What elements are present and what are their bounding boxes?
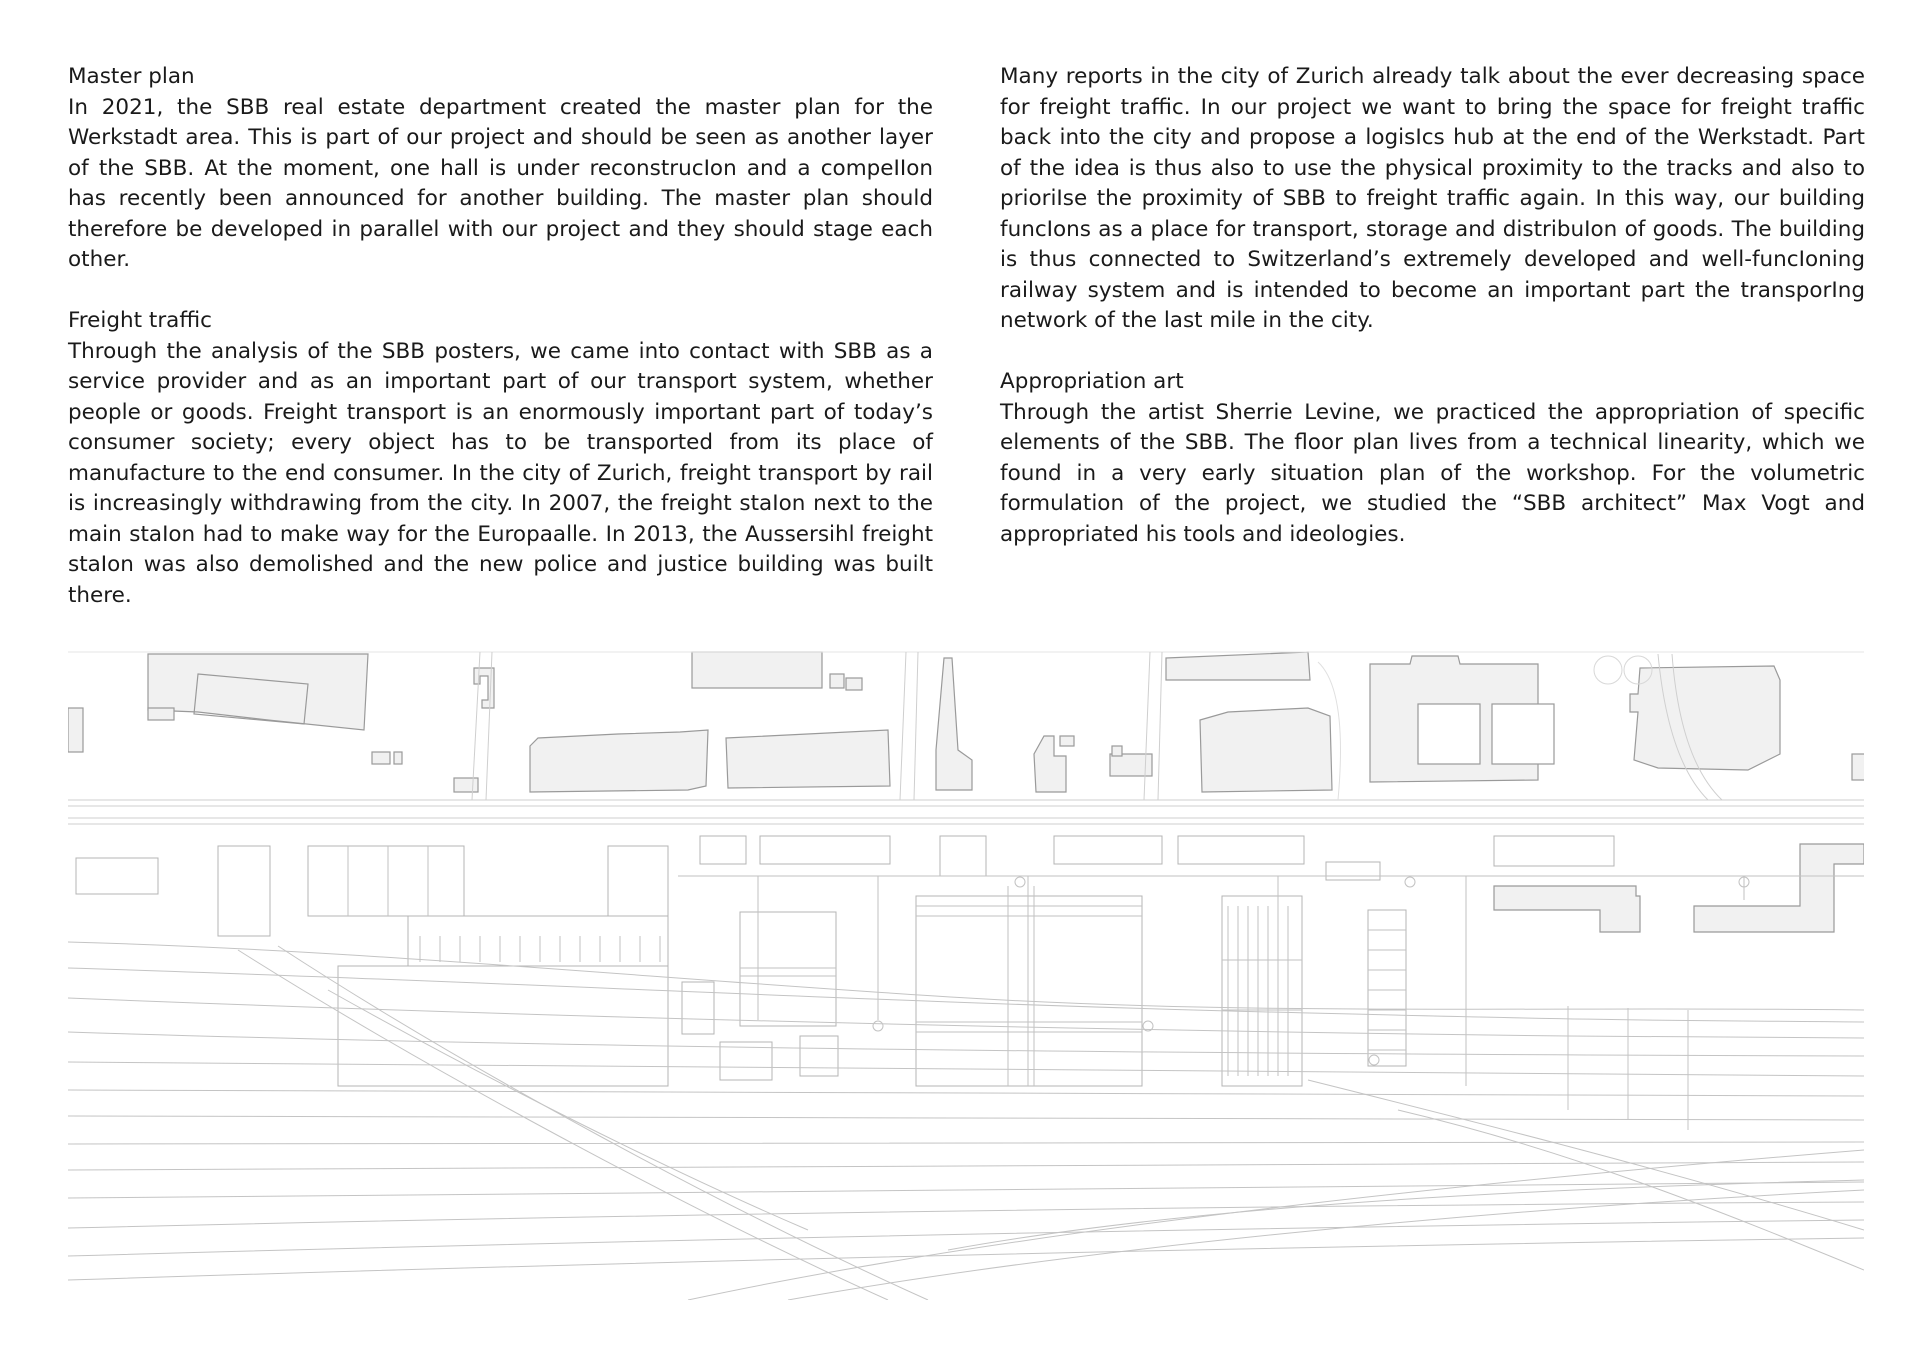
building: [936, 658, 972, 790]
building: [1166, 652, 1310, 680]
site-plan-drawing: [68, 650, 1864, 1300]
building: [760, 836, 890, 864]
section-text: Many reports in the city of Zurich already talk about the ever decreasing space for freight traffic. In our project we want to bring the space for freight traffic back into the city and propose a logisIcs hub at the end of the Werkstadt. Part of the idea is thus also to use the physical proximity to the tracks and also to prioriIse the proximity of SBB to freight traffic again. In this way, our building funcIons as a place for transport, storage and distribuIon of goods. The building is thus connected to Switzerland’s extremely developed and well-funcIoning railway system and is intended to become an important part the transporIng network of the last mile in the city.: [1000, 64, 1865, 333]
building: [1326, 862, 1380, 880]
building: [692, 652, 822, 688]
building: [1494, 836, 1614, 866]
building: [68, 708, 83, 752]
building: [1060, 736, 1074, 746]
building: [682, 982, 714, 1034]
building: [1178, 836, 1304, 864]
courtyard: [1418, 704, 1480, 764]
building: [372, 752, 390, 764]
section-master-plan: [68, 62, 933, 276]
section-freight-traffic: [68, 306, 933, 611]
section-appropriation-art: [1000, 367, 1865, 550]
text-column-left: [68, 62, 933, 642]
building: [940, 836, 986, 876]
building: [1694, 844, 1864, 932]
building: [394, 752, 402, 764]
section-heading: Freight traffic: [68, 308, 212, 333]
building: [1200, 708, 1332, 792]
section-freight-continued: [1000, 62, 1865, 337]
building: [148, 708, 174, 720]
building: [1494, 886, 1640, 932]
building: [148, 654, 368, 730]
building: [308, 846, 464, 916]
building: [454, 778, 478, 792]
section-text: Through the analysis of the SBB posters, we came into contact with SBB as a service provider and as an important part of our transport system, whether people or goods. Freight transport is an enormously important part of today’s consumer society; every object has to be transported from its place of manufacture to the end consumer. In the city of Zurich, freight transport by rail is increasingly withdrawing from the city. In 2007, the freight staIon next to the main staIon had to make way for the Europaalle. In 2013, the Aussersihl freight staIon was also demolished and the new police and justice building was built there.: [68, 338, 933, 608]
building: [76, 858, 158, 894]
building: [1112, 746, 1122, 756]
building: [408, 916, 668, 966]
building: [1368, 910, 1406, 1066]
courtyard: [1492, 704, 1554, 764]
building: [916, 896, 1142, 1086]
building: [830, 674, 844, 688]
building: [1630, 666, 1780, 770]
building: [700, 836, 746, 864]
building: [740, 912, 836, 1026]
section-text: Through the artist Sherrie Levine, we practiced the appropriation of specific elements of the SBB. The floor plan lives from a technical linearity, which we found in a very early situation plan of the workshop. For the volumetric formulation of the project, we studied the “SBB architect” Max Vogt and appropriated his tools and ideologies.: [1000, 399, 1865, 547]
building: [218, 846, 270, 936]
building: [800, 1036, 838, 1076]
building: [846, 678, 862, 690]
section-heading: Appropriation art: [1000, 369, 1184, 394]
section-text: In 2021, the SBB real estate department created the master plan for the Werkstadt area. This is part of our project and should be seen as another layer of the SBB. At the moment, one hall is under reconstrucIon and a compeIIon has recently been announced for another building. The master plan should therefore be developed in parallel with our project and they should stage each other.: [68, 94, 933, 272]
building: [530, 730, 708, 792]
building: [726, 730, 890, 788]
building: [608, 846, 668, 916]
text-column-right: [1000, 62, 1865, 581]
section-heading: Master plan: [68, 64, 195, 89]
building: [1222, 896, 1302, 1086]
building: [1852, 754, 1864, 780]
building: [1054, 836, 1162, 864]
